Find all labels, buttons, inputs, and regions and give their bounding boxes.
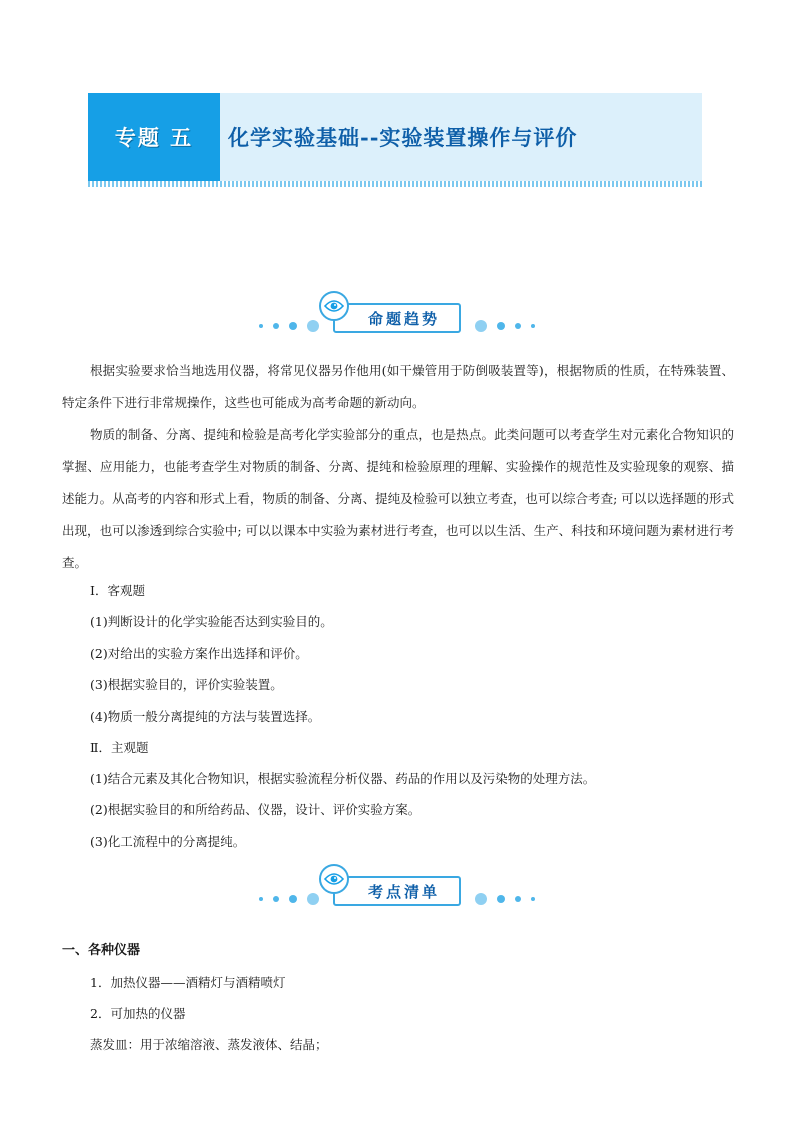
decor-dots-left [254, 893, 324, 905]
list-item: (1)判断设计的化学实验能否达到实验目的。 [90, 614, 333, 629]
section-title-points: 考点清单 [367, 882, 440, 901]
list-item: (2)根据实验目的和所给药品、仪器，设计、评价实验方案。 [90, 802, 421, 817]
list-item: 蒸发皿：用于浓缩溶液、蒸发液体、结晶； [90, 1037, 328, 1052]
subjective-title: Ⅱ．主观题 [90, 740, 149, 755]
section-badge [333, 876, 461, 906]
list-item: (4)物质一般分离提纯的方法与装置选择。 [90, 709, 321, 724]
section-badge [333, 303, 461, 333]
decor-dots-right [470, 893, 540, 905]
section-title-trend: 命题趋势 [367, 309, 440, 328]
decor-dots-left [254, 320, 324, 332]
decor-dots-right [470, 320, 540, 332]
list-item: 2．可加热的仪器 [90, 1006, 186, 1021]
chapter-banner [88, 93, 702, 181]
chapter-tag: 专题 五 [114, 125, 194, 150]
eye-icon [319, 864, 349, 894]
banner-stripe [88, 181, 702, 187]
list-item: (3)化工流程中的分离提纯。 [90, 834, 246, 849]
eye-icon [319, 291, 349, 321]
section-header-points [0, 866, 794, 916]
section-header-trend [0, 293, 794, 343]
intro-paragraph-1: 根据实验要求恰当地选用仪器，将常见仪器另作他用(如干燥管用于防倒吸装置等)，根据物质的性质，在特殊装置、特定条件下进行非常规操作，这些也可能成为高考命题的新动向。 [62, 363, 734, 410]
chapter-tag-box [88, 93, 220, 181]
list-item: (2)对给出的实验方案作出选择和评价。 [90, 646, 308, 661]
list-item: (3)根据实验目的，评价实验装置。 [90, 677, 283, 692]
list-item: (1)结合元素及其化合物知识，根据实验流程分析仪器、药品的作用以及污染物的处理方法。 [90, 771, 596, 786]
chapter-title: 化学实验基础--实验装置操作与评价 [228, 125, 578, 150]
chapter-title-box [220, 93, 702, 181]
intro-paragraph-2: 物质的制备、分离、提纯和检验是高考化学实验部分的重点，也是热点。此类问题可以考查学生对元素化合物知识的掌握、应用能力，也能考查学生对物质的制备、分离、提纯和检验原理的理解、实验操作的规范性及实验现象的观察、描述能力。从高考的内容和形式上看，物质的制备、分离、提纯及检验可以独立考查，也可以综合考查; 可以以选择题的形式出现，也可以渗透到综合实验中; 可以以课本中实验为素材进行考查，也可以以生活、生产、科技和环境问题为素材进行考查。 [62, 427, 734, 570]
objective-title: Ⅰ．客观题 [90, 583, 145, 598]
checklist-heading: 一、各种仪器 [62, 943, 141, 958]
list-item: 1．加热仪器——酒精灯与酒精喷灯 [90, 975, 286, 990]
